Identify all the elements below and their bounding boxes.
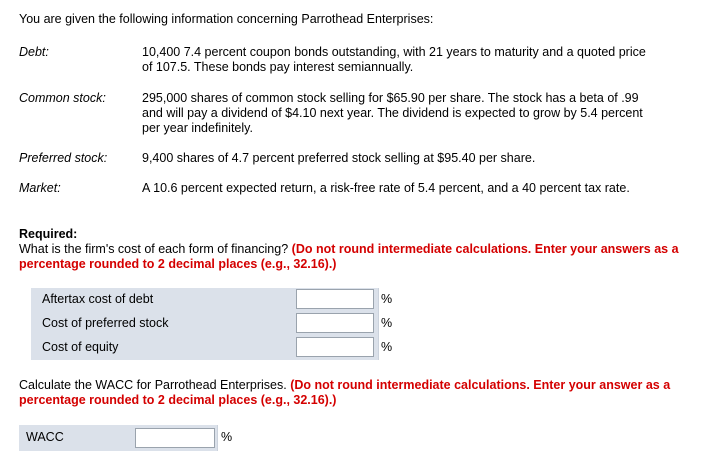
required-question: [19, 242, 679, 272]
market-description: A 10.6 percent expected return, a risk-free rate of 5.4 percent, and a 40 percent tax rate.: [142, 181, 630, 195]
required-question-text: What is the firm's cost of each form of financing?: [19, 242, 289, 256]
cost-of-equity-label: Cost of equity: [42, 340, 119, 354]
wacc-label: WACC: [26, 430, 64, 444]
common-stock-label: Common stock:: [19, 91, 106, 105]
cost-of-equity-input[interactable]: [296, 337, 374, 357]
percent-unit: %: [381, 292, 393, 306]
intro-text: You are given the following information concerning Parrothead Enterprises:: [19, 12, 434, 26]
answer-row-equity: [31, 336, 394, 360]
wacc-input[interactable]: [135, 428, 215, 448]
answer-row-debt: [31, 288, 394, 312]
percent-cell: [378, 312, 395, 336]
required-section: [19, 227, 679, 272]
wacc-table: [19, 425, 239, 451]
common-stock-description: 295,000 shares of common stock selling for $65.90 per share. The stock has a beta of .99 and will pay a dividend of $4.10 next year. The dividend is expected to grow by 5.4 percent per year indefinitely.: [142, 91, 643, 135]
wacc-instruction: (Do not round intermediate calculations. Enter your answer as a percentage rounded to 2 decimal places (e.g., 32.16).): [19, 378, 671, 407]
wacc-question: Calculate the WACC for Parrothead Enterprises.: [19, 378, 287, 392]
cost-of-preferred-stock-label: Cost of preferred stock: [42, 316, 169, 330]
debt-label: Debt:: [19, 45, 49, 59]
required-title: Required:: [19, 227, 78, 241]
percent-unit: %: [221, 430, 233, 444]
market-label: Market:: [19, 181, 61, 195]
percent-cell: [378, 288, 395, 312]
required-instruction: (Do not round intermediate calculations. Enter your answers as a percentage rounded to 2 decimal places (e.g., 32.16).): [19, 242, 679, 271]
percent-unit: %: [381, 316, 393, 330]
aftertax-cost-of-debt-input[interactable]: [296, 289, 374, 309]
wacc-section: [19, 378, 679, 408]
percent-cell: [217, 425, 240, 451]
cost-of-preferred-stock-input[interactable]: [296, 313, 374, 333]
preferred-stock-label: Preferred stock:: [19, 151, 108, 165]
percent-cell: [378, 336, 395, 360]
preferred-stock-description: 9,400 shares of 4.7 percent preferred stock selling at $95.40 per share.: [142, 151, 536, 165]
answer-row-preferred: [31, 312, 394, 336]
debt-description: 10,400 7.4 percent coupon bonds outstanding, with 21 years to maturity and a quoted price of 107.5. These bonds pay interest semiannually.: [142, 45, 646, 74]
answer-table: [31, 288, 394, 360]
percent-unit: %: [381, 340, 393, 354]
aftertax-cost-of-debt-label: Aftertax cost of debt: [42, 292, 154, 306]
